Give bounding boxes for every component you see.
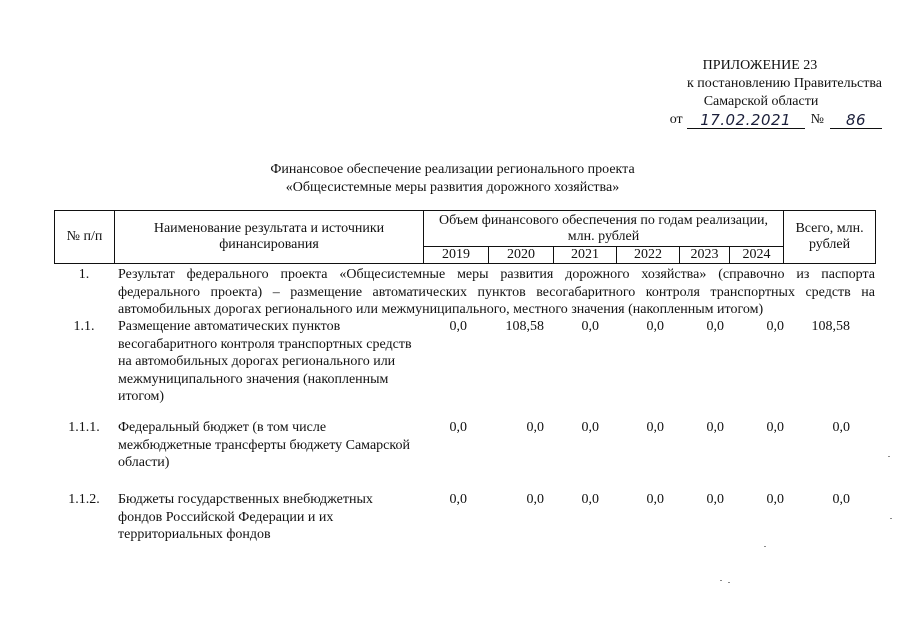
row-name: Бюджеты государственных внебюджетных фондов Российской Федерации и их территориальных фондов	[118, 492, 373, 542]
decree-date-handwritten: 17.02.2021	[687, 112, 805, 129]
header-year: 2019	[424, 247, 489, 264]
cell-value-2024: 0,0	[766, 319, 784, 334]
scan-speck	[890, 518, 892, 519]
cell-value-2021: 0,0	[581, 420, 599, 435]
header-total: Всего, млн. рублей	[784, 211, 876, 264]
decree-reference	[600, 111, 882, 129]
row-number: 1.	[78, 267, 90, 282]
cell-value-2019: 0,0	[449, 420, 467, 435]
header-year: 2021	[554, 247, 617, 264]
appendix-decree-line: к постановлению Правительства	[686, 76, 882, 91]
table-row	[54, 318, 875, 418]
table-row-result	[54, 266, 875, 318]
cell-total: 0,0	[832, 420, 850, 435]
cell-value-2024: 0,0	[766, 420, 784, 435]
appendix-region-line: Самарской области	[703, 94, 819, 109]
header-year: 2023	[680, 247, 730, 264]
scan-speck	[720, 580, 722, 581]
table-row	[54, 491, 875, 551]
cell-value-2020: 108,58	[505, 319, 544, 334]
header-year: 2022	[617, 247, 680, 264]
row-number: 1.1.1.	[68, 420, 100, 435]
table-row	[54, 419, 875, 479]
row-description: Результат федерального проекта «Общесистемные меры развития дорожного хозяйства» (справочно из паспорта федерального проекта) – размещение автоматических пунктов весогабаритного контроля транспортных средств на автомобильных дорогах регионального или межмуниципального, местного значения (накопленным итогом)	[118, 267, 875, 317]
document-title	[0, 161, 905, 197]
cell-total: 0,0	[832, 492, 850, 507]
cell-value-2019: 0,0	[449, 319, 467, 334]
header-name: Наименование результата и источники финансирования	[115, 211, 424, 264]
cell-value-2022: 0,0	[646, 319, 664, 334]
cell-value-2020: 0,0	[526, 492, 544, 507]
scan-speck	[764, 546, 766, 547]
cell-value-2021: 0,0	[581, 492, 599, 507]
cell-total: 108,58	[811, 319, 850, 334]
cell-value-2023: 0,0	[706, 420, 724, 435]
cell-value-2023: 0,0	[706, 492, 724, 507]
row-number: 1.1.2.	[68, 492, 100, 507]
header-volume: Объем финансового обеспечения по годам реализации, млн. рублей	[424, 211, 784, 247]
cell-value-2019: 0,0	[449, 492, 467, 507]
appendix-block	[600, 57, 882, 129]
cell-value-2024: 0,0	[766, 492, 784, 507]
decree-number-handwritten: 86	[830, 112, 882, 129]
scan-speck	[728, 582, 730, 583]
document-title-line-1: Финансовое обеспечение реализации регионального проекта	[270, 162, 635, 177]
header-number: № п/п	[55, 211, 115, 264]
cell-value-2021: 0,0	[581, 319, 599, 334]
cell-value-2022: 0,0	[646, 492, 664, 507]
cell-value-2023: 0,0	[706, 319, 724, 334]
cell-value-2020: 0,0	[526, 420, 544, 435]
financing-table-header	[54, 210, 876, 264]
row-number: 1.1.	[73, 319, 95, 334]
row-name: Федеральный бюджет (в том числе межбюджетные трансферты бюджету Самарской области)	[118, 420, 410, 470]
header-year: 2020	[489, 247, 554, 264]
header-year: 2024	[730, 247, 784, 264]
appendix-title: ПРИЛОЖЕНИЕ 23	[702, 58, 818, 73]
cell-value-2022: 0,0	[646, 420, 664, 435]
document-title-line-2: «Общесистемные меры развития дорожного хозяйства»	[285, 180, 620, 195]
scan-speck	[888, 456, 890, 457]
decree-number-label: №	[810, 112, 824, 127]
row-name: Размещение автоматических пунктов весогабаритного контроля транспортных средств на автомобильных дорогах регионального или межмуниципального значения (накопленным итогом)	[118, 319, 412, 404]
decree-from-label: от	[669, 112, 683, 127]
